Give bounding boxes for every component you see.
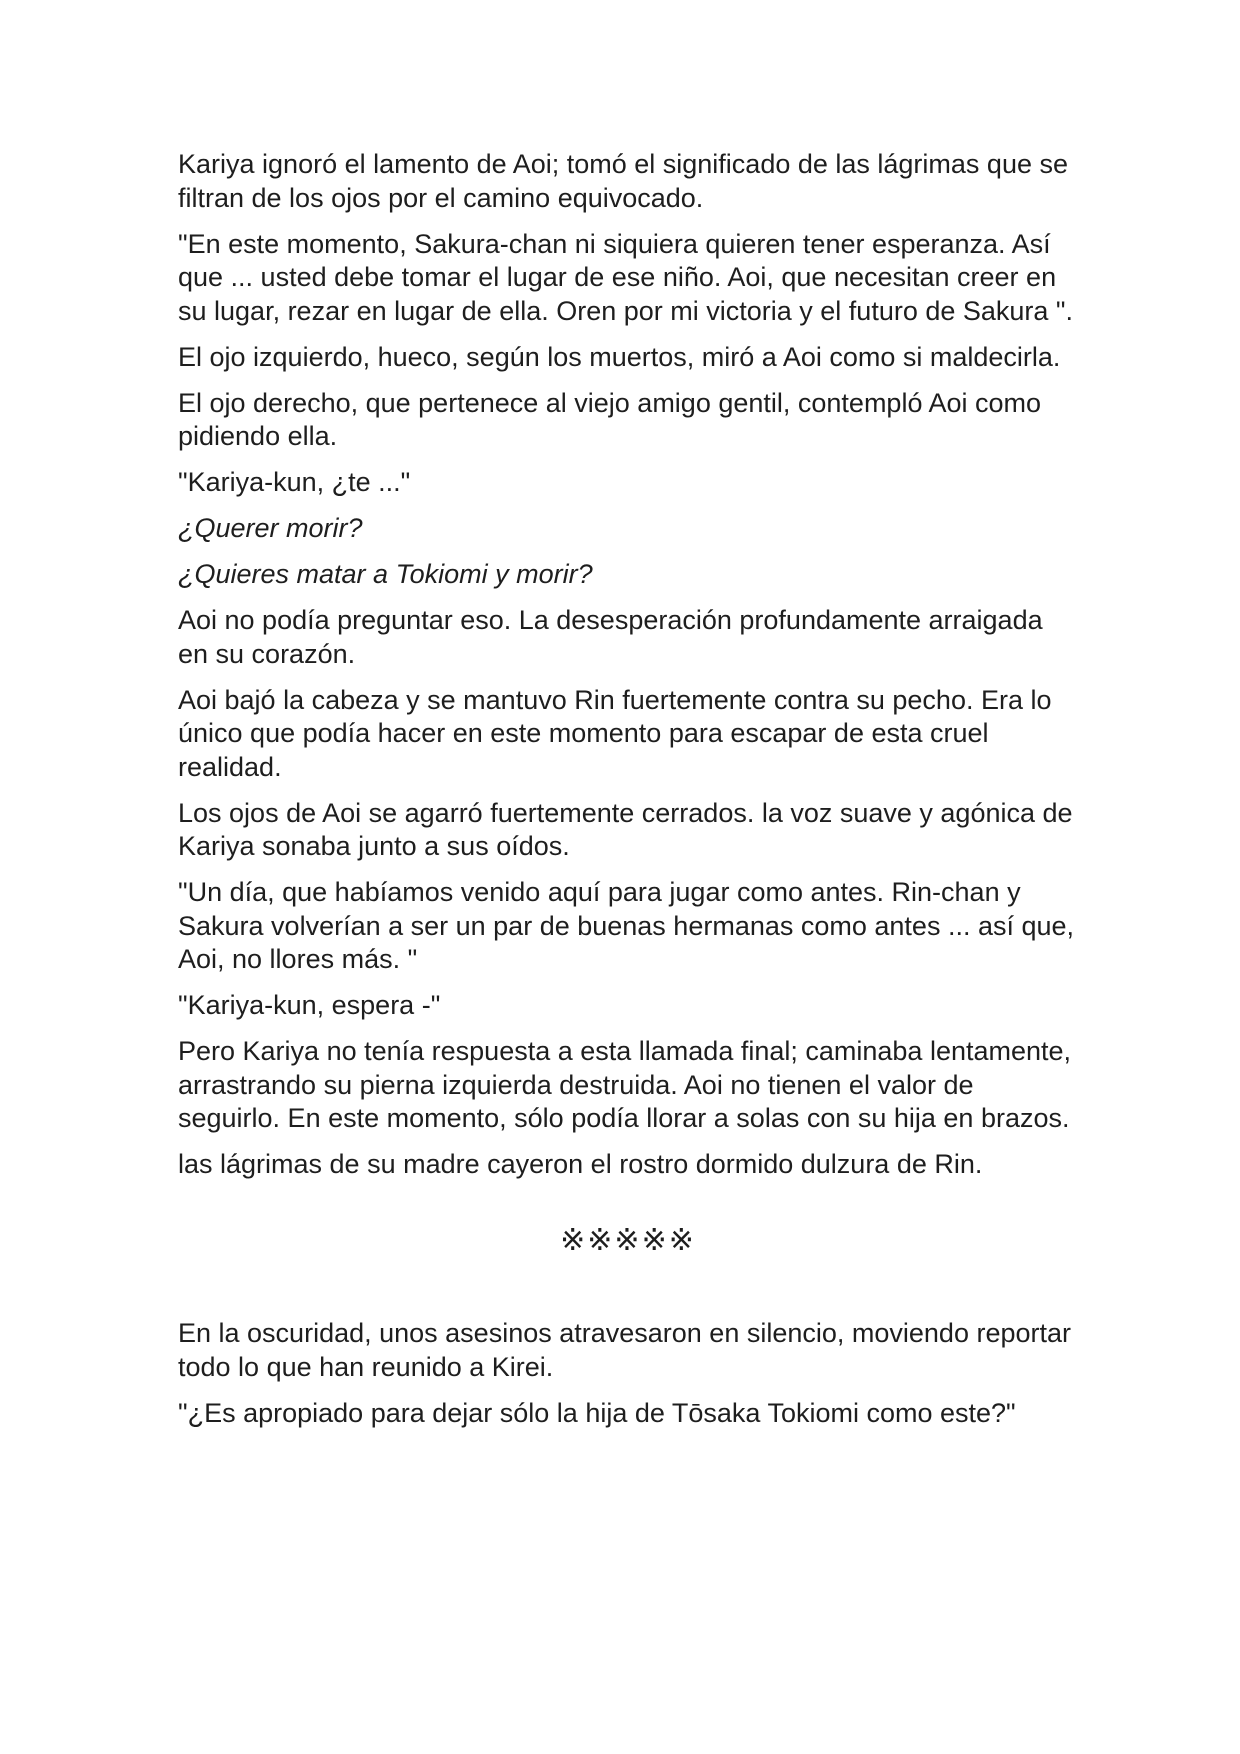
paragraph: Aoi no podía preguntar eso. La desesperación profundamente arraigada en su corazón. xyxy=(178,605,1043,669)
paragraph: "Kariya-kun, ¿te ..." xyxy=(178,467,411,497)
paragraph: El ojo derecho, que pertenece al viejo amigo gentil, contempló Aoi como pidiendo ella. xyxy=(178,387,1042,451)
paragraph-italic: ¿Querer morir? xyxy=(178,513,363,543)
paragraph: "Un día, que habíamos venido aquí para jugar como antes. Rin-chan y Sakura volverían a ser un par de buenas hermanas como antes ... así que, Aoi, no llores más. " xyxy=(178,877,1075,974)
paragraph: "Kariya-kun, espera -" xyxy=(178,990,441,1020)
document-page xyxy=(178,148,1078,1443)
body-text-top xyxy=(178,148,1078,1182)
paragraph: En la oscuridad, unos asesinos atravesaron en silencio, moviendo reportar todo lo que han reunido a Kirei. xyxy=(178,1318,1072,1382)
paragraph: Kariya ignoró el lamento de Aoi; tomó el significado de las lágrimas que se filtran de los ojos por el camino equivocado. xyxy=(178,149,1068,213)
paragraph: Pero Kariya no tenía respuesta a esta llamada final; caminaba lentamente, arrastrando su pierna izquierda destruida. Aoi no tienen el valor de seguirlo. En este momento, sólo podía llorar a solas con su hija en brazos. xyxy=(178,1036,1072,1133)
paragraph: Los ojos de Aoi se agarró fuertemente cerrados. la voz suave y agónica de Kariya sonaba junto a sus oídos. xyxy=(178,797,1073,861)
paragraph: las lágrimas de su madre cayeron el rostro dormido dulzura de Rin. xyxy=(178,1149,983,1179)
paragraph: Aoi bajó la cabeza y se mantuvo Rin fuertemente contra su pecho. Era lo único que podía hacer en este momento para escapar de esta cruel realidad. xyxy=(178,684,1052,782)
paragraph-italic: ¿Quieres matar a Tokiomi y morir? xyxy=(178,559,593,589)
body-text-bottom xyxy=(178,1317,1078,1430)
paragraph: "¿Es apropiado para dejar sólo la hija de Tōsaka Tokiomi como este?" xyxy=(178,1397,1016,1428)
paragraph: El ojo izquierdo, hueco, según los muertos, miró a Aoi como si maldecirla. xyxy=(178,341,1061,372)
paragraph: "En este momento, Sakura-chan ni siquiera quieren tener esperanza. Así que ... usted debe tomar el lugar de ese niño. Aoi, que necesitan creer en su lugar, rezar en lugar de ella. Oren por mi victoria y el futuro de Sakura ". xyxy=(178,228,1074,326)
scene-separator: ※※※※※ xyxy=(560,1222,696,1258)
